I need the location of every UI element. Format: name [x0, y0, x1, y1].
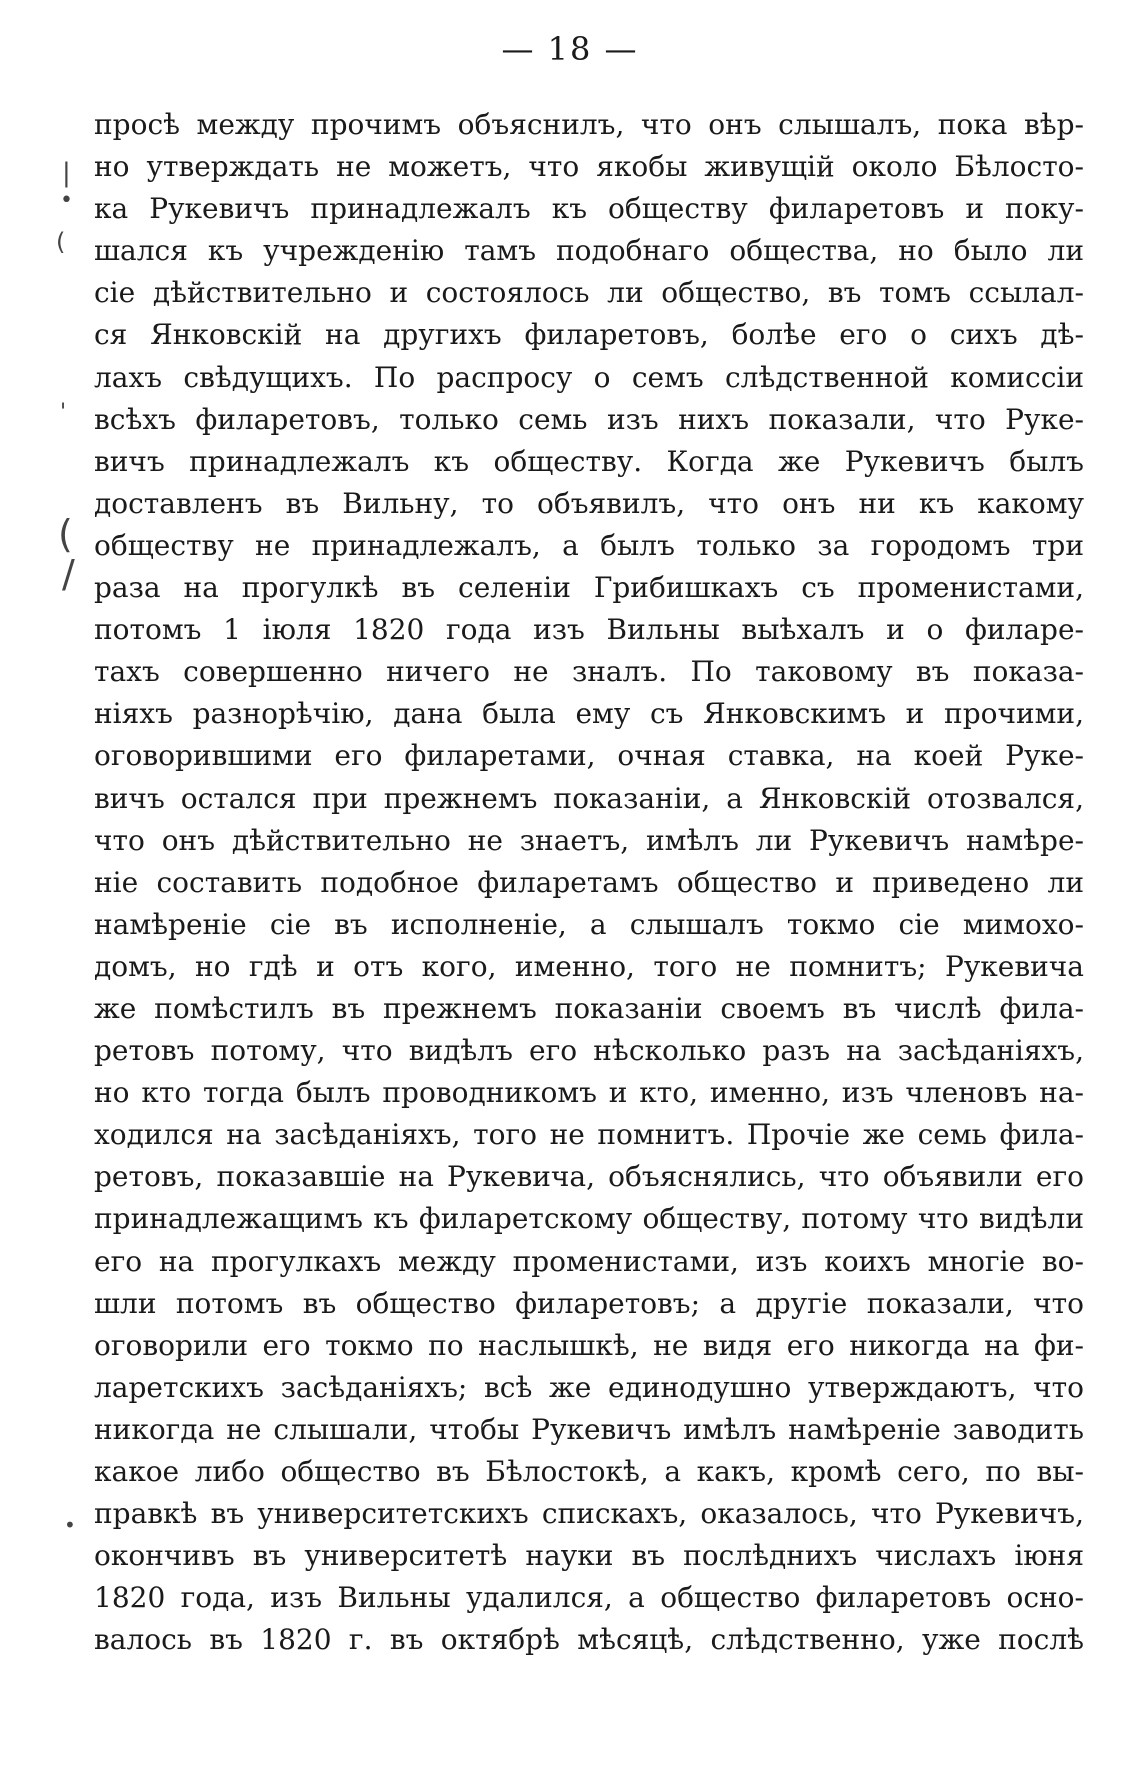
text-line: правкѣ въ университетскихъ спискахъ, оказалось, что Рукевичъ,: [94, 1497, 1084, 1531]
text-line: окончивъ въ университетѣ науки въ послѣднихъ числахъ іюня: [94, 1539, 1084, 1573]
text-line: вичъ остался при прежнемъ показаніи, а Янковскій отозвался,: [94, 781, 1084, 815]
text-line: шли потомъ въ общество филаретовъ; а другіе показали, что: [94, 1286, 1084, 1320]
margin-dot-mark: •: [64, 1513, 76, 1537]
text-line: же помѣстилъ въ прежнемъ показаніи своемъ въ числѣ фила-: [94, 991, 1084, 1025]
text-line: но кто тогда былъ проводникомъ и кто, именно, изъ членовъ на-: [94, 1076, 1084, 1110]
text-line: потомъ 1 іюля 1820 года изъ Вильны выѣхалъ и о филаре-: [94, 613, 1084, 647]
text-line: ніяхъ разнорѣчію, дана была ему съ Янковскимъ и прочими,: [94, 697, 1084, 731]
text-line: ся Янковскій на другихъ филаретовъ, болѣе его о сихъ дѣ-: [94, 318, 1084, 352]
text-line: намѣреніе сіе въ исполненіе, а слышалъ токмо сіе мимохо-: [94, 907, 1084, 941]
text-line: какое либо общество въ Бѣлостокѣ, а какъ, кромѣ сего, по вы-: [94, 1455, 1084, 1488]
text-line: обществу не принадлежалъ, а былъ только за городомъ три: [94, 528, 1084, 562]
page-number: — 18 —: [501, 30, 639, 68]
text-line: принадлежащимъ къ филаретскому обществу, потому что видѣли: [94, 1202, 1084, 1236]
text-line: но утверждать не можетъ, что якобы живущій около Бѣлосто-: [94, 150, 1084, 184]
text-line: ларетскихъ засѣданіяхъ; всѣ же единодушно утверждаютъ, что: [94, 1370, 1084, 1404]
body-text: [94, 104, 1084, 1661]
margin-mark: ': [60, 400, 67, 425]
margin-dot-mark: •: [60, 188, 73, 213]
text-line: оговорившими его филаретами, очная ставка, на коей Руке-: [94, 739, 1084, 773]
text-line: домъ, но гдѣ и отъ кого, именно, того не помнитъ; Рукевича: [94, 949, 1084, 983]
text-line: ніе составить подобное филаретамъ общество и приведено ли: [94, 865, 1084, 899]
text-line: оговорили его токмо по наслышкѣ, не видя его никогда на фи-: [94, 1328, 1084, 1362]
margin-mark: |: [62, 158, 71, 188]
text-line: сіе дѣйствительно и состоялось ли общество, въ томъ ссылал-: [94, 276, 1084, 310]
text-line: раза на прогулкѣ въ селеніи Грибишкахъ съ променистами,: [94, 571, 1084, 605]
text-line: ретовъ потому, что видѣлъ его нѣсколько разъ на засѣданіяхъ,: [94, 1034, 1084, 1068]
text-line: 1820 года, изъ Вильны удалился, а общество филаретовъ осно-: [94, 1581, 1084, 1615]
text-line: что онъ дѣйствительно не знаетъ, имѣлъ ли Рукевичъ намѣре-: [94, 823, 1084, 857]
text-line: доставленъ въ Вильну, то объявилъ, что онъ ни къ какому: [94, 486, 1084, 520]
text-line: тахъ совершенно ничего не зналъ. По таковому въ показа-: [94, 655, 1084, 689]
margin-mark: /: [62, 552, 75, 596]
text-line: ходился на засѣданіяхъ, того не помнитъ. Прочіе же семь фила-: [94, 1118, 1084, 1152]
margin-bracket-mark: (: [58, 512, 73, 556]
text-line: ретовъ, показавшіе на Рукевича, объяснялись, что объявили его: [94, 1160, 1084, 1194]
text-line: просѣ между прочимъ объяснилъ, что онъ слышалъ, пока вѣр-: [94, 108, 1084, 141]
text-line: никогда не слышали, чтобы Рукевичъ имѣлъ намѣреніе заводить: [94, 1412, 1084, 1446]
text-line: шался къ учрежденію тамъ подобнаго общества, но было ли: [94, 234, 1084, 268]
margin-mark: (: [56, 228, 66, 256]
text-line: лахъ свѣдущихъ. По распросу о семъ слѣдственной комиссіи: [94, 360, 1084, 394]
text-line: его на прогулкахъ между променистами, изъ коихъ многіе во-: [94, 1244, 1084, 1278]
text-line: всѣхъ филаретовъ, только семь изъ нихъ показали, что Руке-: [94, 402, 1084, 436]
text-line: валось въ 1820 г. въ октябрѣ мѣсяцѣ, слѣдственно, уже послѣ: [94, 1623, 1084, 1657]
text-line: ка Рукевичъ принадлежалъ къ обществу филаретовъ и поку-: [94, 192, 1084, 226]
text-line: вичъ принадлежалъ къ обществу. Когда же Рукевичъ былъ: [94, 444, 1084, 478]
